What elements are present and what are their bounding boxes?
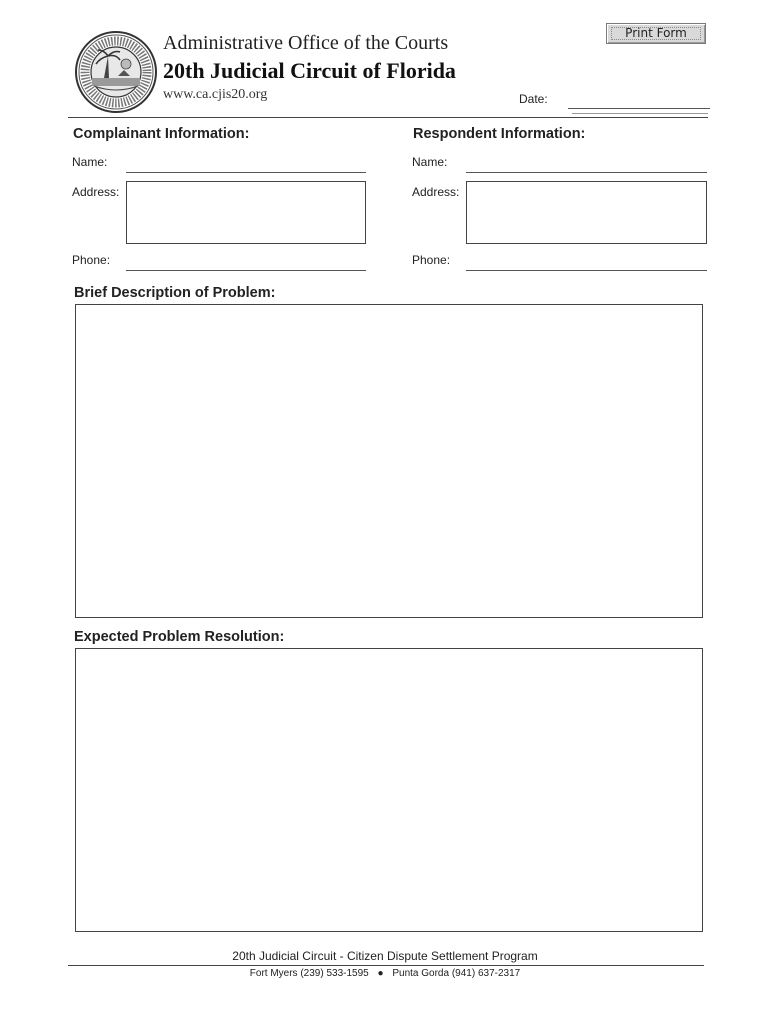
footer-program-name: 20th Judicial Circuit - Citizen Dispute Settlement Program [232, 949, 538, 963]
circuit-title: 20th Judicial Circuit of Florida [163, 58, 456, 83]
resolution-textarea[interactable] [75, 648, 703, 932]
respondent-phone-label: Phone: [412, 253, 451, 267]
complainant-phone-field[interactable] [126, 270, 366, 271]
description-textarea[interactable] [75, 304, 703, 618]
print-form-label: Print Form [625, 26, 687, 40]
complainant-address-label: Address: [72, 185, 120, 199]
fort-myers-contact: Fort Myers (239) 533-1595 [249, 968, 369, 979]
complainant-heading: Complainant Information: [73, 126, 250, 142]
date-field-underline [572, 113, 708, 114]
date-field[interactable] [568, 108, 710, 109]
description-heading: Brief Description of Problem: [74, 285, 276, 301]
header-divider [68, 117, 708, 118]
website-url: www.ca.cjis20.org [163, 87, 268, 102]
state-seal-logo [74, 30, 158, 114]
office-title: Administrative Office of the Courts [163, 32, 449, 54]
respondent-address-label: Address: [412, 185, 460, 199]
respondent-name-label: Name: [412, 155, 448, 169]
respondent-address-field[interactable] [466, 181, 707, 244]
footer-divider [68, 965, 704, 966]
complainant-name-label: Name: [72, 155, 108, 169]
complainant-name-field[interactable] [126, 172, 366, 173]
footer-contacts [0, 968, 770, 979]
complainant-phone-label: Phone: [72, 253, 111, 267]
respondent-heading: Respondent Information: [413, 126, 586, 142]
respondent-phone-field[interactable] [466, 270, 707, 271]
bullet-separator: ● [377, 968, 384, 979]
punta-gorda-contact: Punta Gorda (941) 637-2317 [392, 968, 521, 979]
complainant-address-field[interactable] [126, 181, 366, 244]
print-form-button[interactable] [606, 23, 706, 44]
date-label: Date: [519, 92, 548, 106]
resolution-heading: Expected Problem Resolution: [74, 629, 285, 645]
respondent-name-field[interactable] [466, 172, 707, 173]
